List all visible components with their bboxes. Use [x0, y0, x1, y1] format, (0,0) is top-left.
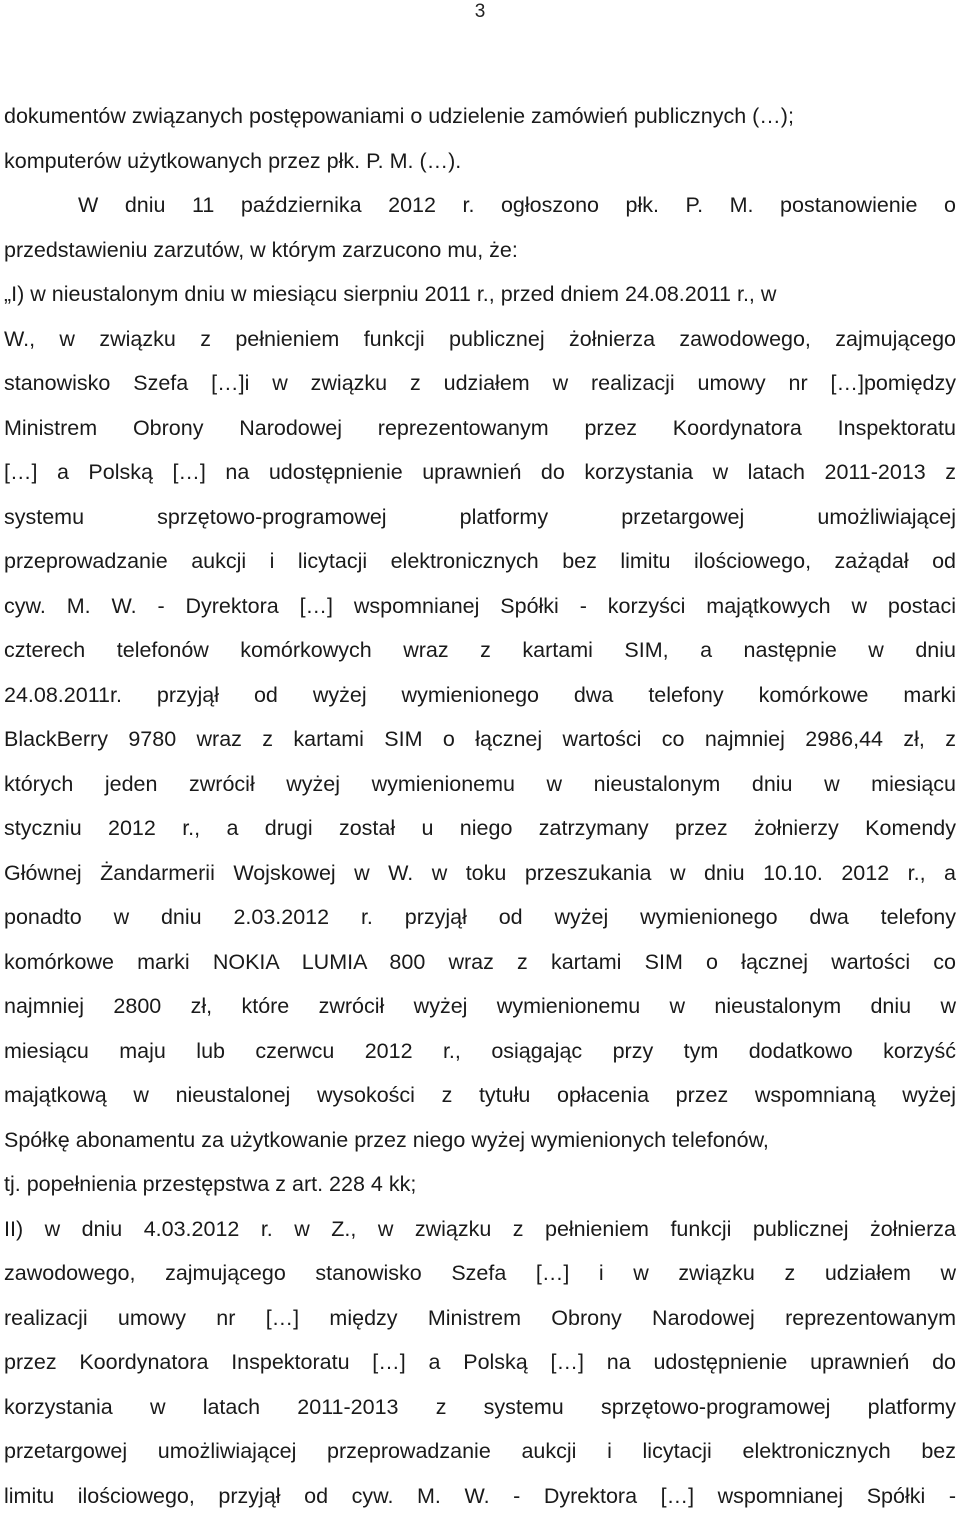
text-line: Głównej Żandarmerii Wojskowej w W. w toku przeszukania w dniu 10.10. 2012 r., a: [4, 851, 956, 896]
text-line: limitu ilościowego, przyjął od cyw. M. W. - Dyrektora […] wspomnianej Spółki -: [4, 1474, 956, 1518]
text-line: miesiącu maju lub czerwcu 2012 r., osiągając przy tym dodatkowo korzyść: [4, 1029, 956, 1074]
text-line: najmniej 2800 zł, które zwrócił wyżej wymienionemu w nieustalonym dniu w: [4, 984, 956, 1029]
text-line: W dniu 11 października 2012 r. ogłoszono płk. P. M. postanowienie o: [4, 183, 956, 228]
text-line: systemu sprzętowo-programowej platformy przetargowej umożliwiającej: [4, 495, 956, 540]
text-line: BlackBerry 9780 wraz z kartami SIM o łącznej wartości co najmniej 2986,44 zł, z: [4, 717, 956, 762]
document-body: [4, 94, 956, 1518]
text-line: styczniu 2012 r., a drugi został u niego zatrzymany przez żołnierzy Komendy: [4, 806, 956, 851]
text-line: korzystania w latach 2011-2013 z systemu sprzętowo-programowej platformy: [4, 1385, 956, 1430]
text-line: komputerów użytkowanych przez płk. P. M. (…).: [4, 139, 956, 184]
text-line: „I) w nieustalonym dniu w miesiącu sierpniu 2011 r., przed dniem 24.08.2011 r., w: [4, 272, 956, 317]
text-line: dokumentów związanych postępowaniami o udzielenie zamówień publicznych (…);: [4, 94, 956, 139]
text-line: przetargowej umożliwiającej przeprowadzanie aukcji i licytacji elektronicznych bez: [4, 1429, 956, 1474]
text-line: przez Koordynatora Inspektoratu […] a Polską […] na udostępnienie uprawnień do: [4, 1340, 956, 1385]
text-line: Ministrem Obrony Narodowej reprezentowanym przez Koordynatora Inspektoratu: [4, 406, 956, 451]
text-line: zawodowego, zajmującego stanowisko Szefa […] i w związku z udziałem w: [4, 1251, 956, 1296]
text-line: przedstawieniu zarzutów, w którym zarzucono mu, że:: [4, 228, 956, 273]
text-line: stanowisko Szefa […]i w związku z udziałem w realizacji umowy nr […]pomiędzy: [4, 361, 956, 406]
text-line: czterech telefonów komórkowych wraz z kartami SIM, a następnie w dniu: [4, 628, 956, 673]
text-line: ponadto w dniu 2.03.2012 r. przyjął od wyżej wymienionego dwa telefony: [4, 895, 956, 940]
text-line: realizacji umowy nr […] między Ministrem Obrony Narodowej reprezentowanym: [4, 1296, 956, 1341]
text-line: których jeden zwrócił wyżej wymienionemu w nieustalonym dniu w miesiącu: [4, 762, 956, 807]
page-number: 3: [0, 0, 960, 24]
text-line: cyw. M. W. - Dyrektora […] wspomnianej Spółki - korzyści majątkowych w postaci: [4, 584, 956, 629]
text-line: 24.08.2011r. przyjął od wyżej wymienionego dwa telefony komórkowe marki: [4, 673, 956, 718]
text-line: majątkową w nieustalonej wysokości z tytułu opłacenia przez wspomnianą wyżej: [4, 1073, 956, 1118]
text-line: komórkowe marki NOKIA LUMIA 800 wraz z kartami SIM o łącznej wartości co: [4, 940, 956, 985]
text-line: tj. popełnienia przestępstwa z art. 228 4 kk;: [4, 1162, 956, 1207]
text-line: II) w dniu 4.03.2012 r. w Z., w związku z pełnieniem funkcji publicznej żołnierza: [4, 1207, 956, 1252]
text-line: W., w związku z pełnieniem funkcji publicznej żołnierza zawodowego, zajmującego: [4, 317, 956, 362]
text-line: […] a Polską […] na udostępnienie uprawnień do korzystania w latach 2011-2013 z: [4, 450, 956, 495]
text-line: Spółkę abonamentu za użytkowanie przez niego wyżej wymienionych telefonów,: [4, 1118, 956, 1163]
text-line: przeprowadzanie aukcji i licytacji elektronicznych bez limitu ilościowego, zażądał od: [4, 539, 956, 584]
